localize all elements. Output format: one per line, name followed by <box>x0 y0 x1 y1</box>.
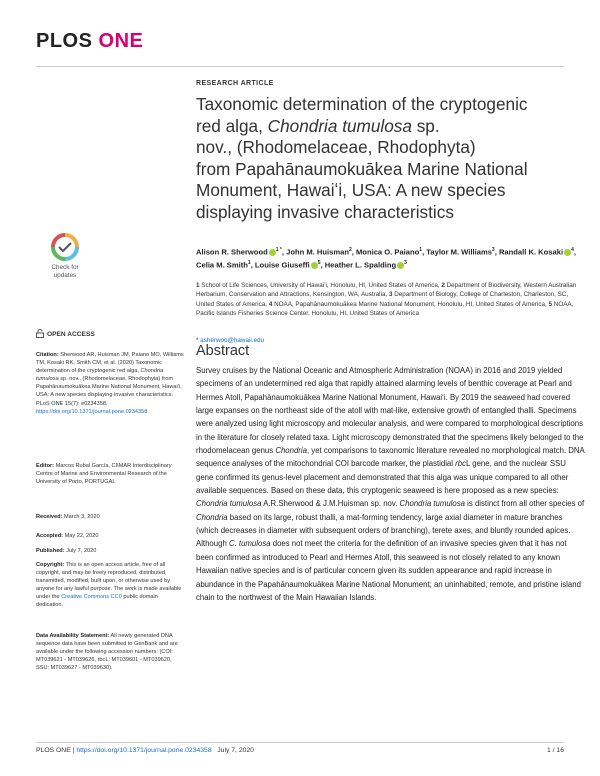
affiliation-3: Department of Biology, College of Charleston, Charleston, SC, United States of America, <box>196 291 569 308</box>
copyright-text-2: public domain dedication. <box>36 594 158 609</box>
published-date <box>36 547 186 555</box>
editor-block <box>36 462 186 486</box>
citation-text-1: Sherwood AR, Huisman JM, Paiano MO, Williams TM, Kosaki RK, Smith CM, et al. (2020) Taxonomic determination of the cryptogenic red alga, <box>36 352 184 375</box>
open-access-label <box>36 329 95 338</box>
footer-date: July 7, 2020 <box>217 747 254 754</box>
footer-divider <box>36 742 564 743</box>
article-type: RESEARCH ARTICLE <box>196 80 274 87</box>
title-line-5: Monument, Hawaiʻi, USA: A new species <box>196 180 506 200</box>
received-date <box>36 513 186 521</box>
title-line-3: nov., (Rhodomelaceae, Rhodophyta) <box>196 137 476 157</box>
data-availability-block <box>36 632 186 672</box>
received-value: March 3, 2020 <box>62 514 100 520</box>
author-name[interactable]: Alison R. Sherwood <box>196 247 268 257</box>
copyright-block <box>36 561 186 610</box>
abstract-body: Survey cruises by the National Oceanic and Atmospheric Administration (NOAA) in 2016 and 2019 yielded specimens of an undetermined red alga that rapidly attained alarming levels of benthic coverage at Pearl and Hermes Atoll, Papahānaumokuākea Marine National Monument, Hawaiʻi. By 2019 the seaweed had covered large expanses on the northeast side of the atoll with mat-like, extensive growth of entangled thalli. Specimens were analyzed using light microscopy and molecular analysis, and were compared to morphological descriptions in the literature for closely related taxa. Light microscopy demonstrated that the specimens likely belonged to the rhodomelacean genus Chondria, yet comparisons to taxonomic literature revealed no morphological match. DNA sequence analyses of the mitochondrial COI barcode marker, the plastidial rbcL gene, and the nuclear SSU gene confirmed its genus-level placement and demonstrated that this alga was unique compared to all other available sequences. Based on these data, this cryptogenic seaweed is here proposed as a new species: Chondria tumulosa A.R.Sherwood & J.M.Huisman sp. nov. Chondria tumulosa is distinct from all other species of Chondria based on its large, robust thalli, a mat-forming tendency, large axial diameter in mature branches (which decreases in diameter with subsequent orders of branching), terete axes, and bluntly rounded apices. Although C. tumulosa does not meet the criteria for the definition of an invasive species given that it has not been confirmed as introduced to Pearl and Hermes Atoll, this seaweed is not closely related to any known Hawaiian native species and is of particular concern given its sudden appearance and rapid increase in abundance in the Papahānaumokuākea Marine National Monument; an uninhabited, remote, and pristine island chain to the northwest of the Main Hawaiian Islands. <box>196 366 585 602</box>
affiliation-5: NOAA, Pacific Islands Fisheries Science Center, Honolulu, HI, United States of America <box>196 300 574 317</box>
author-list: Alison R. Sherwood $^{1 *}$, John M. Huisman$^2$, Monica O. Paiano$^1$, Taylor M. Williams$^3$, Randall K. Kosaki $^4$, Celia M. Smith$^1$, Louise Giuseffi $^5$, Heather L. Spalding $^3$ <box>196 247 576 270</box>
accepted-date <box>36 532 186 540</box>
author-name[interactable]: Louise Giuseffi <box>254 260 310 270</box>
editor-text: Marcos Rubal García, CIIMAR Interdisciplinary Centre of Marine and Environmental Research of the University of Porto, PORTUGAL <box>36 463 172 486</box>
affiliation-2: Department of Biodiversity, Western Australian Herbarium, Conservation and Attractions, Kensington, WA, Australia, <box>196 282 577 299</box>
article-title <box>196 94 576 223</box>
affiliations: 1 School of Life Sciences, University of Hawaiʻi, Honolulu, HI, United States of America, 2 Department of Biodiversity, Western Australian Herbarium, Conservation and Attractions, Kensington, WA, Australia, 3 Department of Biology, College of Charleston, Charleston, SC, United States of America, 4 NOAA, Papahānaumokuākea Marine National Monument, Honolulu, HI, United States of America, 5 NOAA, Pacific Islands Fisheries Science Center, Honolulu, HI, United States of America <box>196 282 577 317</box>
accepted-value: May 22, 2020 <box>63 533 99 539</box>
citation-text-2: sp. nov., (Rhodomelaceae, Rhodophyta) from Papahānaumokuākea Marine National Monument, Hawaiʻi, USA: A new species displaying invasive characteristics. PLoS ONE 15(7): e0234358. <box>36 376 182 407</box>
citation-doi-link[interactable]: https://doi.org/10.1371/journal.pone.0234358 <box>36 408 148 415</box>
title-line-2: red alga, Chondria tumulosa sp. <box>196 115 440 136</box>
copyright-text: This is an open access article, free of all copyright, and may be freely reproduced, distributed, transmitted, modified, built upon, or otherwise used by anyone for any lawful purpose. The work is made available under the <box>36 562 182 601</box>
author-name[interactable]: Taylor M. Williams <box>426 247 492 257</box>
orcid-icon[interactable] <box>269 249 276 256</box>
title-species: Chondria tumulosa <box>267 115 412 136</box>
check-updates-line1: Check for <box>51 264 79 271</box>
check-updates-icon <box>36 232 94 264</box>
author-name[interactable]: Celia M. Smith <box>196 260 248 270</box>
abstract-heading: Abstract <box>196 343 250 359</box>
check-for-updates-badge[interactable] <box>36 232 94 288</box>
page-footer: PLOS ONE | https://doi.org/10.1371/journal.pone.0234358 July 7, 2020 <box>36 747 254 754</box>
author-name[interactable]: Heather L. Spalding <box>324 260 397 270</box>
corresponding-email: * asherwoo@hawaii.edu <box>196 337 265 344</box>
title-line-4: from Papahānaumokuākea Marine National <box>196 158 528 179</box>
published-label: Published: <box>36 548 65 554</box>
open-access-text: OPEN ACCESS <box>47 331 95 338</box>
title-line-1: Taxonomic determination of the cryptogenic <box>196 94 528 114</box>
data-availability-text: All newly generated DNA sequence data have been submitted to GenBank and are available under the following accession numbers: (COI: MT039621 - MT039626, rbcL: MT039601 - MT039620, SSU: MT039627 - MT039630). <box>36 633 178 672</box>
citation-block <box>36 351 186 416</box>
author-name[interactable]: John M. Huisman <box>286 247 349 257</box>
copyright-label: Copyright: <box>36 562 65 568</box>
logo-plos: PLOS <box>36 30 93 52</box>
accepted-label: Accepted: <box>36 533 64 539</box>
citation-label: Citation: <box>36 352 59 358</box>
footer-journal: PLOS ONE <box>36 747 71 754</box>
check-updates-line2: updates <box>53 272 77 279</box>
published-value: July 7, 2020 <box>64 548 97 554</box>
cc0-license-link[interactable]: Creative Commons CC0 <box>61 594 122 601</box>
page-number: 1 / 16 <box>546 747 564 754</box>
logo-one: ONE <box>98 30 144 52</box>
author-name[interactable]: Randall K. Kosaki <box>498 247 564 257</box>
email-link[interactable]: asherwoo@hawaii.edu <box>200 337 265 344</box>
footer-doi-link[interactable]: https://doi.org/10.1371/journal.pone.0234358 <box>76 747 212 754</box>
citation-species: Chondria tumulosa <box>36 368 164 383</box>
author-name[interactable]: Monica O. Paiano <box>355 247 420 257</box>
affiliation-1: School of Life Sciences, University of Hawaiʻi, Honolulu, HI, United States of America, <box>201 282 440 289</box>
open-lock-icon <box>36 329 44 338</box>
title-line-6: displaying invasive characteristics <box>196 201 454 222</box>
header-divider <box>36 66 564 67</box>
plos-one-logo[interactable] <box>36 30 143 53</box>
data-availability-label: Data Availability Statement: <box>36 633 110 639</box>
affiliation-4: NOAA, Papahānaumokuākea Marine National Monument, Honolulu, HI, United States of America, <box>274 300 547 308</box>
received-label: Received: <box>36 514 63 520</box>
editor-label: Editor: <box>36 463 55 469</box>
orcid-icon[interactable] <box>311 262 318 269</box>
